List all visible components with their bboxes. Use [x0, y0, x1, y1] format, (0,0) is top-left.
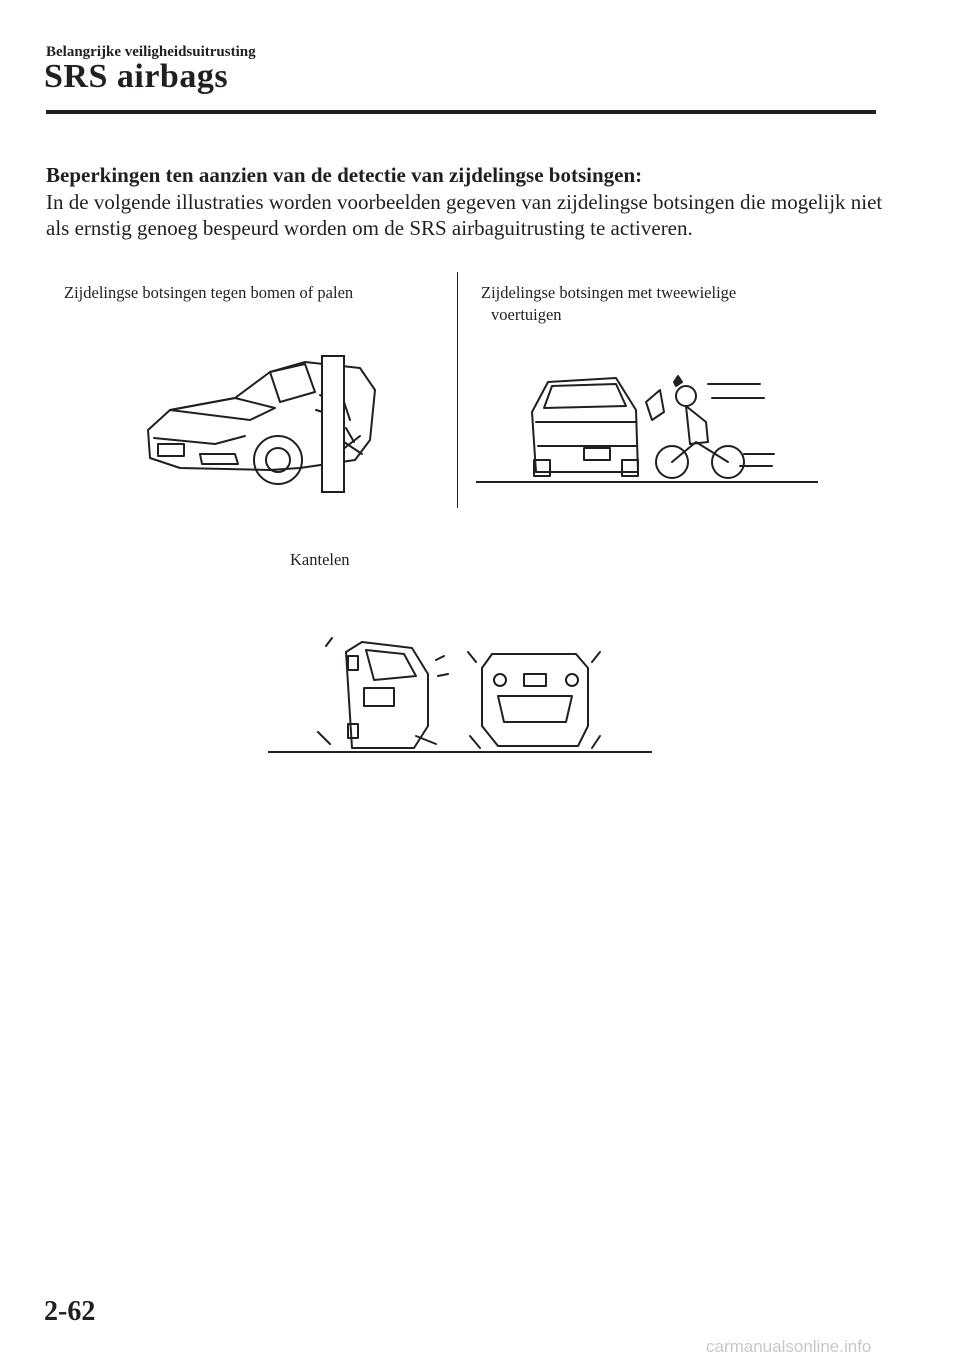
page-title: SRS airbags — [44, 58, 229, 95]
section-heading: Beperkingen ten aanzien van de detectie van zijdelingse botsingen: — [46, 163, 643, 187]
body-paragraph: In de volgende illustraties worden voorbeelden gegeven van zijdelingse botsingen die mogelijk niet als ernstig genoeg bespeurd worden om de SRS airbaguitrusting te activeren. — [46, 190, 883, 240]
caption-two-wheeler-collision — [481, 282, 861, 326]
caption-pole-collision: Zijdelingse botsingen tegen bomen of palen — [64, 283, 354, 302]
watermark: carmanualsonline.info — [706, 1337, 872, 1356]
title-rule — [46, 110, 876, 114]
page-number: 2-62 — [44, 1296, 96, 1327]
caption-two-wheeler-line1: Zijdelingse botsingen met tweewielige — [481, 283, 737, 302]
two-wheeler-collision-illustration — [476, 362, 818, 486]
rollover-illustration — [266, 636, 656, 760]
caption-rollover: Kantelen — [290, 550, 350, 569]
caption-two-wheeler-line2: voertuigen — [491, 305, 562, 324]
figure-divider — [457, 272, 458, 508]
section-label: Belangrijke veiligheidsuitrusting — [46, 44, 256, 60]
pole-collision-illustration — [140, 350, 390, 500]
